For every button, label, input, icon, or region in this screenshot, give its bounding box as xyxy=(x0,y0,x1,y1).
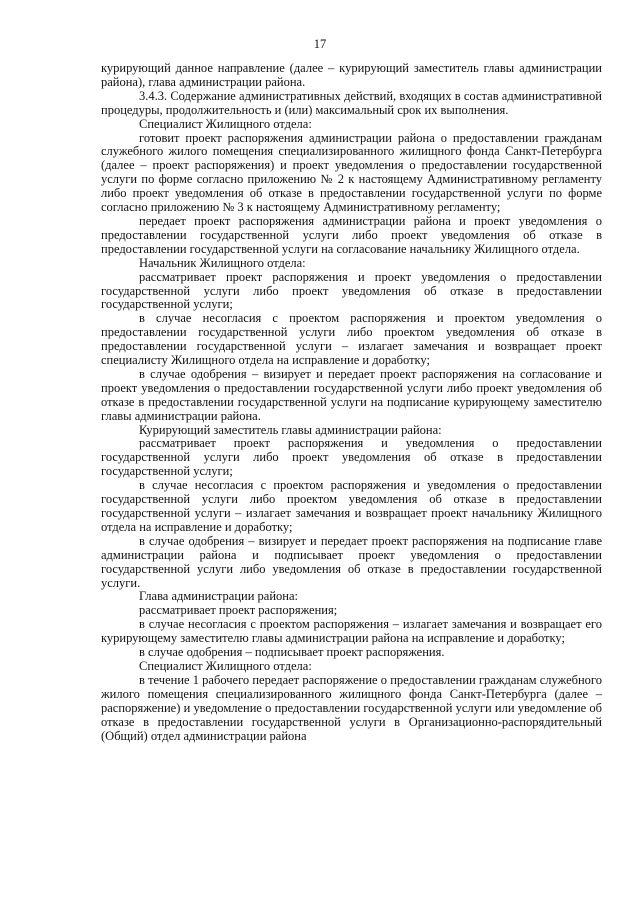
paragraph: в случае несогласия с проектом распоряжения и проектом уведомления о предоставлении государственной услуги либо проектом уведомления об отказе в предоставлении государственной услуги – излагает замечания и возвращает проект специалисту Жилищного отдела на исправление и доработку; xyxy=(101,311,602,368)
paragraph: передает проект распоряжения администрации района и проект уведомления о предоставлении государственной услуги либо проект уведомления об отказе в предоставлении государственной услуги на согласование начальнику Жилищного отдела. xyxy=(101,213,602,256)
paragraph: готовит проект распоряжения администрации района о предоставлении гражданам служебного жилого помещения специализированного жилищного фонда Санкт-Петербурга (далее – проект распоряжения) и проект уведомления о предоставлении государственной услуги по форме согласно приложению № 2 к настоящему Административному регламенту либо проект уведомления об отказе в предоставлении государственной услуги по форме согласно приложению № 3 к настоящему Административному регламенту; xyxy=(101,130,602,215)
paragraph: в случае одобрения – визирует и передает проект распоряжения на согласование и проект уведомления о предоставлении государственной услуги либо проект уведомления об отказе в предоставлении государственной услуги на подписание курирующему заместителю главы администрации района. xyxy=(101,366,602,423)
paragraph: в случае одобрения – визирует и передает проект распоряжения на подписание главе администрации района и подписывает проект уведомления о предоставлении государственной услуги либо уведомления об отказе в предоставлении государственной услуги. xyxy=(101,533,602,590)
paragraph: Глава администрации района: xyxy=(139,589,298,604)
paragraph: Специалист Жилищного отдела: xyxy=(139,658,312,673)
paragraph: в случае одобрения – подписывает проект распоряжения. xyxy=(139,645,445,660)
paragraph: в случае несогласия с проектом распоряжения и уведомления о предоставлении государственной услуги либо проектом уведомления об отказе в предоставлении государственной услуги – излагает замечания и возвращает проект начальнику Жилищного отдела на исправление и доработку; xyxy=(101,478,602,534)
page-number: 17 xyxy=(313,37,327,51)
paragraph: курирующий данное направление (далее – курирующий заместитель главы администрации района), глава администрации района. xyxy=(101,61,602,89)
paragraph: Начальник Жилищного отдела: xyxy=(139,255,306,270)
paragraph: в течение 1 рабочего передает распоряжение о предоставлении гражданам служебного жилого помещения специализированного жилищного фонда Санкт-Петербурга (далее – распоряжение) и уведомление о предоставлении государственной услуги или уведомление об отказе в предоставлении государственной услуги в Организационно-распорядительный (Общий) отдел администрации района xyxy=(101,672,602,743)
paragraph: 3.4.3. Содержание административных действий, входящих в состав административной процедуры, продолжительность и (или) максимальный срок их выполнения. xyxy=(101,88,602,117)
document-body xyxy=(101,62,602,743)
paragraph: рассматривает проект распоряжения и уведомления о предоставлении государственной услуги либо проект уведомления об отказе в предоставлении государственной услуги; xyxy=(101,436,602,479)
paragraph: рассматривает проект распоряжения и проект уведомления о предоставлении государственной услуги либо проект уведомления об отказе в предоставлении государственной услуги; xyxy=(101,269,602,312)
paragraph: рассматривает проект распоряжения; xyxy=(139,603,338,618)
paragraph: Курирующий заместитель главы администрации района: xyxy=(139,422,442,437)
paragraph: в случае несогласия с проектом распоряжения – излагает замечания и возвращает его курирующему заместителю главы администрации района на исправление и доработку; xyxy=(101,617,602,646)
paragraph: Специалист Жилищного отдела: xyxy=(139,116,312,131)
